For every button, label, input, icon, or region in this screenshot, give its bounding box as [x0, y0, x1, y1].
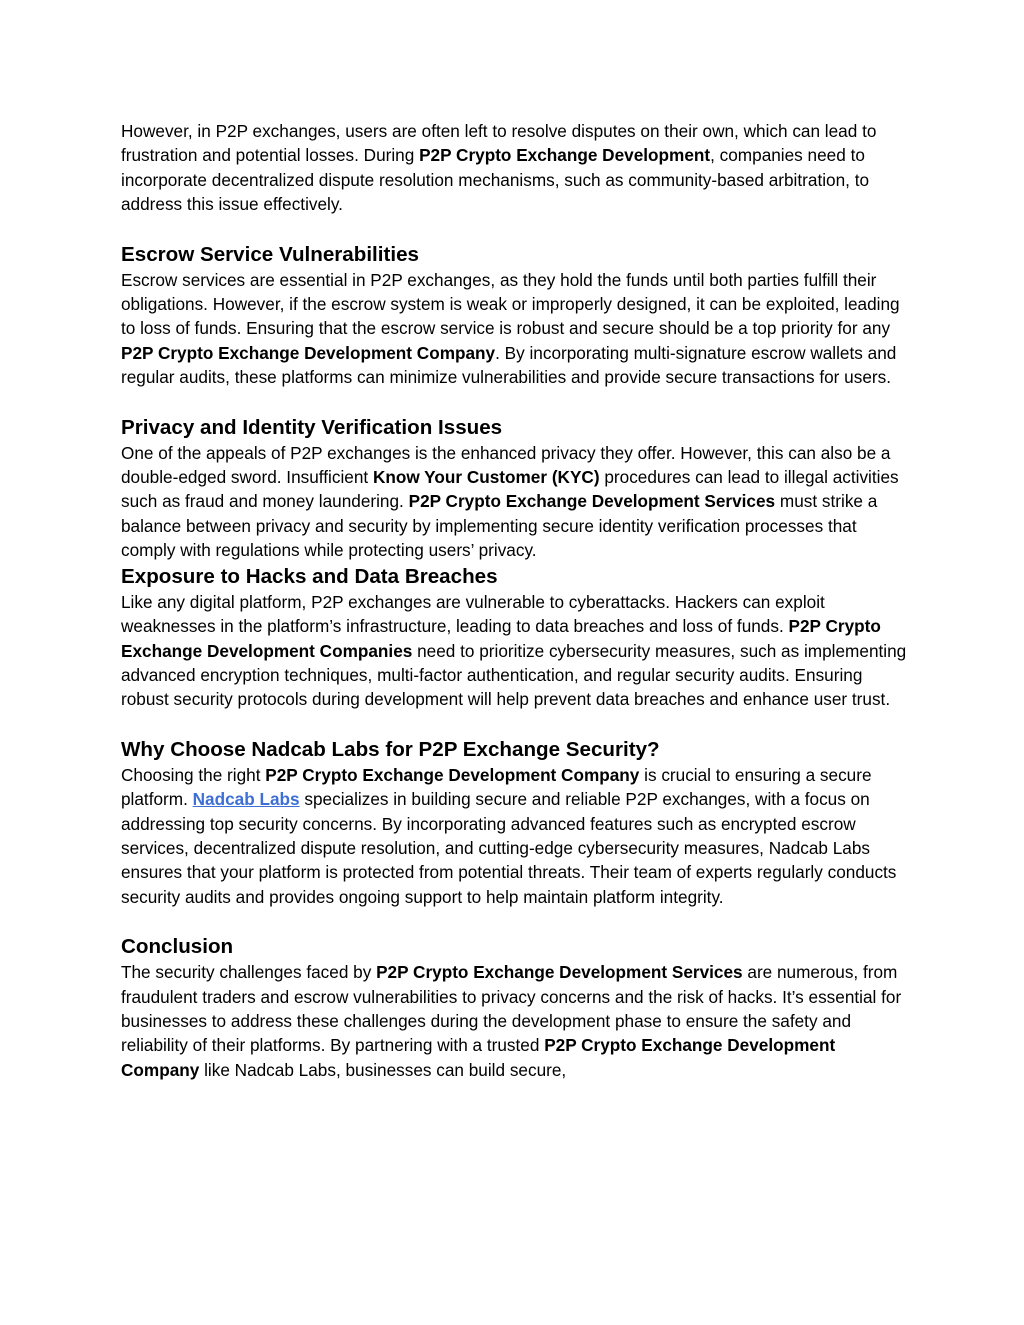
why-paragraph — [121, 763, 911, 909]
intro-text-1: However, in P2P exchanges, users are often left to resolve disputes on their own, which can lead to frustration and potential losses. During — [121, 121, 877, 166]
privacy-heading: Privacy and Identity Verification Issues — [121, 415, 503, 439]
escrow-heading: Escrow Service Vulnerabilities — [121, 242, 419, 266]
privacy-bold-1: Know Your Customer (KYC) — [372, 467, 600, 488]
spacer — [121, 712, 911, 736]
hacks-heading: Exposure to Hacks and Data Breaches — [121, 564, 498, 588]
privacy-text-1: One of the appeals of P2P exchanges is the enhanced privacy they offer. However, this can also be a double-edged sword. Insufficient — [121, 442, 891, 488]
escrow-paragraph — [121, 268, 911, 390]
hacks-paragraph — [121, 590, 911, 712]
hacks-text-2: need to prioritize cybersecurity measures, such as implementing advanced encryption techniques, multi-factor authentication, and regular security audits. Ensuring robust security protocols during development will help prevent data breaches and enhance user trust. — [121, 640, 907, 710]
conclusion-paragraph — [121, 960, 911, 1082]
nadcab-labs-link[interactable]: Nadcab Labs — [192, 789, 300, 810]
escrow-text-2: . By incorporating multi-signature escrow wallets and regular audits, these platforms can minimize vulnerabilities and provide secure transactions for users. — [121, 342, 897, 388]
hacks-text-1: Like any digital platform, P2P exchanges are vulnerable to cyberattacks. Hackers can exploit weaknesses in the platform’s infrastructure, leading to data breaches and loss of funds. — [121, 591, 825, 637]
intro-paragraph — [121, 119, 911, 217]
escrow-text-1: Escrow services are essential in P2P exchanges, as they hold the funds until both parties fulfill their obligations. However, if the escrow system is weak or improperly designed, it can be exploited, leading to loss of funds. Ensuring that the escrow service is robust and secure should be a top priority for any — [121, 269, 900, 339]
conclusion-text-2: are numerous, from fraudulent traders and escrow vulnerabilities to privacy concerns and the risk of hacks. It’s essential for businesses to address these challenges during the development phase to ensure the safety and reliability of their platforms. By partnering with a trusted — [121, 962, 902, 1056]
privacy-text-3: must strike a balance between privacy and security by implementing secure identity verification processes that comply with regulations while protecting users’ privacy. — [121, 491, 878, 561]
escrow-bold-1: P2P Crypto Exchange Development Company — [121, 342, 496, 363]
why-text-1: Choosing the right — [121, 764, 266, 785]
spacer — [121, 217, 911, 241]
document-page — [121, 119, 911, 1082]
privacy-text-2: procedures can lead to illegal activities such as fraud and money laundering. — [121, 467, 899, 512]
conclusion-bold-2: P2P Crypto Exchange Development Company — [121, 1035, 836, 1080]
hacks-bold-1: P2P Crypto Exchange Development Companies — [121, 616, 881, 661]
conclusion-text-1: The security challenges faced by — [121, 962, 377, 983]
spacer — [121, 909, 911, 933]
intro-bold-1: P2P Crypto Exchange Development — [419, 145, 711, 166]
privacy-bold-2: P2P Crypto Exchange Development Services — [408, 491, 776, 512]
intro-text-2: , companies need to incorporate decentralized dispute resolution mechanisms, such as community-based arbitration, to address this issue effectively. — [121, 145, 870, 215]
conclusion-text-3: like Nadcab Labs, businesses can build secure, — [199, 1059, 567, 1080]
spacer — [121, 390, 911, 414]
why-heading: Why Choose Nadcab Labs for P2P Exchange Security? — [121, 737, 660, 761]
privacy-paragraph — [121, 441, 911, 563]
why-bold-1: P2P Crypto Exchange Development Company — [265, 764, 640, 785]
why-text-3: specializes in building secure and reliable P2P exchanges, with a focus on addressing top security concerns. By incorporating advanced features such as encrypted escrow services, decentralized dispute resolution, and cutting-edge cybersecurity measures, Nadcab Labs ensures that your platform is protected from potential threats. Their team of experts regularly conducts security audits and provides ongoing support to help maintain platform integrity. — [121, 789, 897, 907]
conclusion-heading: Conclusion — [121, 935, 234, 959]
conclusion-bold-1: P2P Crypto Exchange Development Services — [376, 962, 743, 983]
why-text-2: is crucial to ensuring a secure platform. — [121, 764, 872, 810]
